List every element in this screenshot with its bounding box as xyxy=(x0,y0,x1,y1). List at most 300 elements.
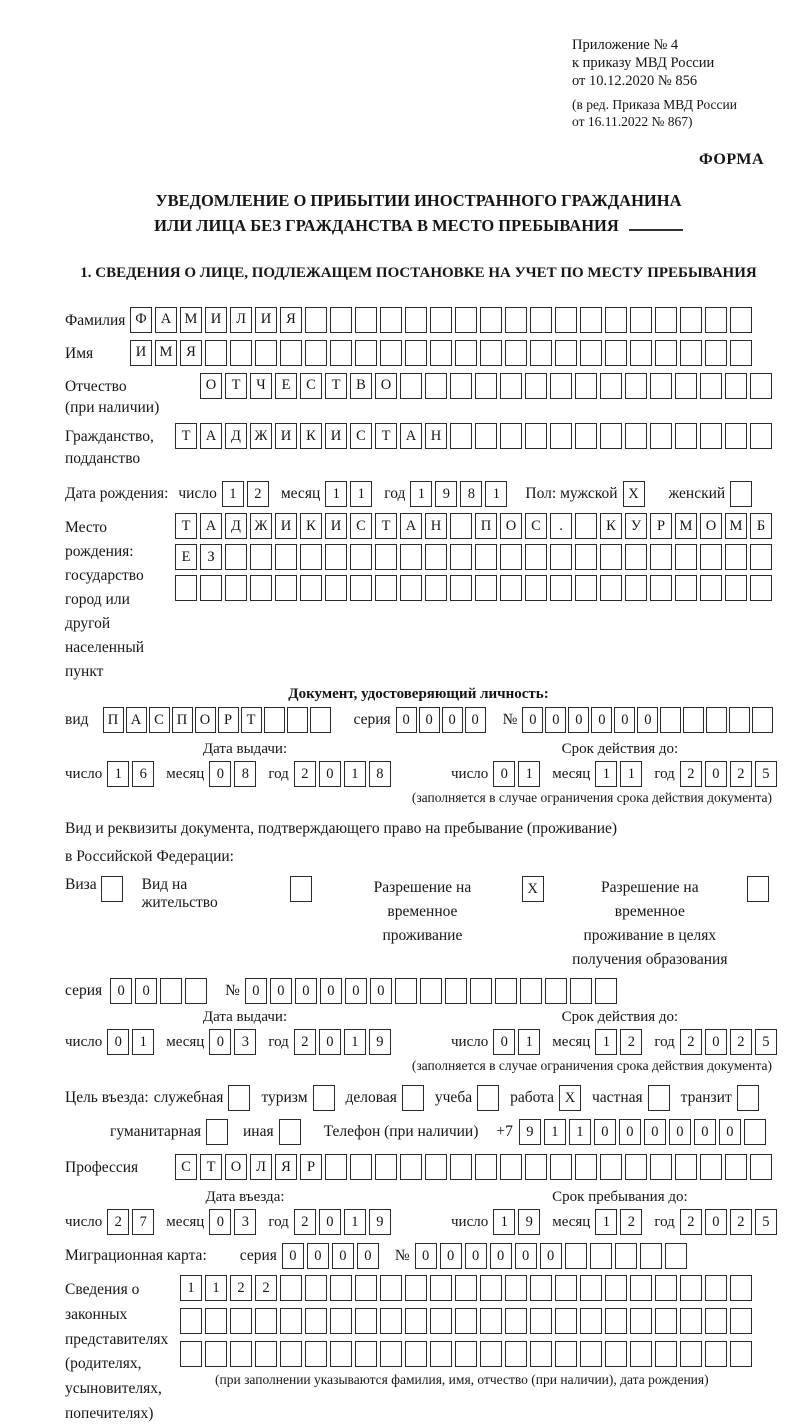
char-box[interactable] xyxy=(500,575,522,601)
char-box[interactable]: Е xyxy=(175,544,197,570)
char-box[interactable] xyxy=(530,1308,552,1334)
char-box[interactable] xyxy=(705,1341,727,1367)
char-box[interactable] xyxy=(550,544,572,570)
char-box[interactable]: 2 xyxy=(230,1275,252,1301)
char-box[interactable] xyxy=(380,340,402,366)
char-box[interactable]: 0 xyxy=(135,978,157,1004)
char-box[interactable] xyxy=(180,1308,202,1334)
char-box[interactable] xyxy=(700,423,722,449)
char-box[interactable] xyxy=(275,575,297,601)
char-box[interactable]: 0 xyxy=(319,1029,341,1055)
char-box[interactable] xyxy=(500,373,522,399)
char-box[interactable] xyxy=(520,978,542,1004)
char-box[interactable]: 2 xyxy=(730,1029,752,1055)
char-box[interactable]: 1 xyxy=(518,1029,540,1055)
char-box[interactable]: Т xyxy=(325,373,347,399)
char-box[interactable] xyxy=(730,1275,752,1301)
char-box[interactable]: 0 xyxy=(110,978,132,1004)
char-box[interactable] xyxy=(450,544,472,570)
char-box[interactable] xyxy=(425,575,447,601)
char-box[interactable] xyxy=(264,707,285,733)
char-box[interactable] xyxy=(350,544,372,570)
char-box[interactable] xyxy=(655,1308,677,1334)
char-box[interactable]: 0 xyxy=(332,1243,354,1269)
char-box[interactable]: З xyxy=(200,544,222,570)
char-box[interactable]: 2 xyxy=(107,1209,129,1235)
char-box[interactable]: Д xyxy=(225,513,247,539)
char-box[interactable] xyxy=(425,1154,447,1180)
char-box[interactable] xyxy=(455,1275,477,1301)
char-box[interactable] xyxy=(675,544,697,570)
char-box[interactable] xyxy=(400,1154,422,1180)
char-box[interactable] xyxy=(530,307,552,333)
char-box[interactable]: С xyxy=(175,1154,197,1180)
char-box[interactable] xyxy=(730,340,752,366)
char-box[interactable] xyxy=(737,1085,759,1111)
char-box[interactable]: Р xyxy=(650,513,672,539)
char-box[interactable]: К xyxy=(300,423,322,449)
char-box[interactable] xyxy=(580,340,602,366)
char-box[interactable]: 2 xyxy=(255,1275,277,1301)
char-box[interactable]: 1 xyxy=(222,481,244,507)
char-box[interactable] xyxy=(305,1341,327,1367)
char-box[interactable]: Т xyxy=(175,513,197,539)
char-box[interactable]: 1 xyxy=(344,1029,366,1055)
char-box[interactable]: 2 xyxy=(620,1029,642,1055)
char-box[interactable]: П xyxy=(172,707,193,733)
char-box[interactable] xyxy=(480,1275,502,1301)
char-box[interactable]: 0 xyxy=(594,1119,616,1145)
char-box[interactable] xyxy=(175,575,197,601)
char-box[interactable] xyxy=(425,373,447,399)
char-box[interactable] xyxy=(300,544,322,570)
char-box[interactable] xyxy=(475,575,497,601)
char-box[interactable]: И xyxy=(255,307,277,333)
char-box[interactable] xyxy=(575,1154,597,1180)
char-box[interactable] xyxy=(355,1308,377,1334)
char-box[interactable] xyxy=(675,373,697,399)
char-box[interactable]: 2 xyxy=(294,1209,316,1235)
char-box[interactable] xyxy=(450,575,472,601)
char-box[interactable]: 1 xyxy=(595,1029,617,1055)
char-box[interactable] xyxy=(445,978,467,1004)
char-box[interactable]: Ф xyxy=(130,307,152,333)
char-box[interactable]: 1 xyxy=(569,1119,591,1145)
char-box[interactable] xyxy=(700,575,722,601)
char-box[interactable]: 2 xyxy=(730,1209,752,1235)
char-box[interactable] xyxy=(430,340,452,366)
char-box[interactable]: Т xyxy=(375,423,397,449)
char-box[interactable]: X xyxy=(623,481,645,507)
char-box[interactable] xyxy=(425,544,447,570)
char-box[interactable] xyxy=(725,575,747,601)
char-box[interactable] xyxy=(305,307,327,333)
char-box[interactable]: 3 xyxy=(234,1209,256,1235)
char-box[interactable]: П xyxy=(475,513,497,539)
char-box[interactable] xyxy=(648,1085,670,1111)
char-box[interactable] xyxy=(250,544,272,570)
char-box[interactable] xyxy=(595,978,617,1004)
char-box[interactable] xyxy=(505,340,527,366)
char-box[interactable] xyxy=(625,544,647,570)
char-box[interactable] xyxy=(450,373,472,399)
char-box[interactable]: 0 xyxy=(465,1243,487,1269)
char-box[interactable] xyxy=(525,423,547,449)
char-box[interactable] xyxy=(405,1308,427,1334)
char-box[interactable]: 5 xyxy=(755,761,777,787)
char-box[interactable] xyxy=(225,544,247,570)
char-box[interactable] xyxy=(655,1275,677,1301)
char-box[interactable]: 0 xyxy=(107,1029,129,1055)
char-box[interactable]: 9 xyxy=(435,481,457,507)
char-box[interactable]: С xyxy=(149,707,170,733)
char-box[interactable] xyxy=(355,1275,377,1301)
char-box[interactable] xyxy=(729,707,750,733)
char-box[interactable] xyxy=(650,544,672,570)
char-box[interactable]: 0 xyxy=(295,978,317,1004)
char-box[interactable]: С xyxy=(525,513,547,539)
char-box[interactable] xyxy=(725,373,747,399)
char-box[interactable] xyxy=(545,978,567,1004)
char-box[interactable]: 1 xyxy=(518,761,540,787)
char-box[interactable]: Р xyxy=(300,1154,322,1180)
char-box[interactable]: 1 xyxy=(205,1275,227,1301)
char-box[interactable]: 2 xyxy=(247,481,269,507)
char-box[interactable] xyxy=(525,1154,547,1180)
char-box[interactable] xyxy=(605,340,627,366)
char-box[interactable] xyxy=(630,307,652,333)
char-box[interactable]: Н xyxy=(425,423,447,449)
char-box[interactable] xyxy=(455,340,477,366)
char-box[interactable] xyxy=(625,373,647,399)
char-box[interactable]: 6 xyxy=(132,761,154,787)
char-box[interactable]: В xyxy=(350,373,372,399)
char-box[interactable] xyxy=(640,1243,662,1269)
char-box[interactable]: 0 xyxy=(270,978,292,1004)
char-box[interactable]: 0 xyxy=(307,1243,329,1269)
char-box[interactable]: 0 xyxy=(419,707,440,733)
char-box[interactable]: 1 xyxy=(180,1275,202,1301)
char-box[interactable]: 0 xyxy=(396,707,417,733)
char-box[interactable]: 0 xyxy=(442,707,463,733)
char-box[interactable] xyxy=(350,575,372,601)
char-box[interactable] xyxy=(330,1275,352,1301)
char-box[interactable]: 1 xyxy=(493,1209,515,1235)
char-box[interactable] xyxy=(680,1275,702,1301)
char-box[interactable] xyxy=(660,707,681,733)
char-box[interactable] xyxy=(480,1308,502,1334)
char-box[interactable] xyxy=(700,1154,722,1180)
char-box[interactable] xyxy=(752,707,773,733)
char-box[interactable]: О xyxy=(375,373,397,399)
char-box[interactable]: Л xyxy=(250,1154,272,1180)
char-box[interactable] xyxy=(380,1275,402,1301)
char-box[interactable]: А xyxy=(126,707,147,733)
char-box[interactable] xyxy=(400,575,422,601)
char-box[interactable] xyxy=(580,307,602,333)
char-box[interactable] xyxy=(675,423,697,449)
char-box[interactable] xyxy=(750,575,772,601)
char-box[interactable]: 9 xyxy=(369,1029,391,1055)
char-box[interactable] xyxy=(730,307,752,333)
char-box[interactable]: . xyxy=(550,513,572,539)
char-box[interactable]: А xyxy=(200,423,222,449)
char-box[interactable] xyxy=(402,1085,424,1111)
char-box[interactable] xyxy=(375,1154,397,1180)
char-box[interactable] xyxy=(475,1154,497,1180)
char-box[interactable]: 8 xyxy=(369,761,391,787)
char-box[interactable] xyxy=(287,707,308,733)
char-box[interactable]: 1 xyxy=(595,1209,617,1235)
char-box[interactable] xyxy=(575,423,597,449)
char-box[interactable]: М xyxy=(180,307,202,333)
char-box[interactable]: 0 xyxy=(493,1029,515,1055)
char-box[interactable]: 0 xyxy=(568,707,589,733)
char-box[interactable] xyxy=(230,1341,252,1367)
char-box[interactable]: 0 xyxy=(705,761,727,787)
char-box[interactable] xyxy=(530,1341,552,1367)
char-box[interactable] xyxy=(450,423,472,449)
char-box[interactable] xyxy=(580,1275,602,1301)
char-box[interactable] xyxy=(160,978,182,1004)
char-box[interactable] xyxy=(275,544,297,570)
char-box[interactable]: 1 xyxy=(350,481,372,507)
char-box[interactable] xyxy=(575,575,597,601)
char-box[interactable] xyxy=(680,1308,702,1334)
char-box[interactable] xyxy=(480,307,502,333)
char-box[interactable] xyxy=(455,1341,477,1367)
char-box[interactable] xyxy=(706,707,727,733)
char-box[interactable] xyxy=(683,707,704,733)
char-box[interactable] xyxy=(747,876,769,902)
char-box[interactable] xyxy=(575,513,597,539)
char-box[interactable] xyxy=(665,1243,687,1269)
char-box[interactable] xyxy=(405,307,427,333)
char-box[interactable]: 5 xyxy=(755,1209,777,1235)
char-box[interactable] xyxy=(225,575,247,601)
char-box[interactable] xyxy=(625,1154,647,1180)
char-box[interactable]: 0 xyxy=(319,761,341,787)
char-box[interactable]: 0 xyxy=(705,1029,727,1055)
char-box[interactable] xyxy=(455,307,477,333)
char-box[interactable]: 0 xyxy=(370,978,392,1004)
char-box[interactable]: 1 xyxy=(485,481,507,507)
char-box[interactable] xyxy=(555,307,577,333)
char-box[interactable]: 1 xyxy=(325,481,347,507)
char-box[interactable] xyxy=(580,1341,602,1367)
char-box[interactable] xyxy=(400,544,422,570)
char-box[interactable]: Е xyxy=(275,373,297,399)
char-box[interactable] xyxy=(430,1308,452,1334)
char-box[interactable] xyxy=(580,1308,602,1334)
char-box[interactable] xyxy=(600,373,622,399)
char-box[interactable]: 0 xyxy=(490,1243,512,1269)
char-box[interactable] xyxy=(330,1308,352,1334)
char-box[interactable]: 0 xyxy=(465,707,486,733)
char-box[interactable]: Т xyxy=(200,1154,222,1180)
char-box[interactable] xyxy=(565,1243,587,1269)
char-box[interactable] xyxy=(605,1275,627,1301)
char-box[interactable] xyxy=(555,1275,577,1301)
char-box[interactable]: У xyxy=(625,513,647,539)
char-box[interactable]: Б xyxy=(750,513,772,539)
char-box[interactable] xyxy=(650,1154,672,1180)
char-box[interactable] xyxy=(555,1341,577,1367)
char-box[interactable]: 1 xyxy=(410,481,432,507)
char-box[interactable] xyxy=(280,1275,302,1301)
char-box[interactable]: Я xyxy=(180,340,202,366)
char-box[interactable] xyxy=(630,340,652,366)
char-box[interactable] xyxy=(430,1275,452,1301)
char-box[interactable]: Я xyxy=(275,1154,297,1180)
char-box[interactable]: 0 xyxy=(209,1029,231,1055)
char-box[interactable] xyxy=(375,575,397,601)
char-box[interactable]: 0 xyxy=(493,761,515,787)
char-box[interactable] xyxy=(255,1341,277,1367)
char-box[interactable] xyxy=(450,513,472,539)
char-box[interactable] xyxy=(250,575,272,601)
char-box[interactable] xyxy=(605,1308,627,1334)
char-box[interactable]: 9 xyxy=(518,1209,540,1235)
char-box[interactable]: Д xyxy=(225,423,247,449)
char-box[interactable] xyxy=(355,1341,377,1367)
char-box[interactable] xyxy=(325,544,347,570)
char-box[interactable]: О xyxy=(500,513,522,539)
char-box[interactable] xyxy=(375,544,397,570)
char-box[interactable] xyxy=(550,423,572,449)
char-box[interactable] xyxy=(650,575,672,601)
char-box[interactable] xyxy=(530,340,552,366)
char-box[interactable] xyxy=(555,340,577,366)
char-box[interactable]: Ж xyxy=(250,423,272,449)
char-box[interactable]: С xyxy=(350,513,372,539)
char-box[interactable]: 2 xyxy=(730,761,752,787)
char-box[interactable] xyxy=(313,1085,335,1111)
char-box[interactable] xyxy=(700,373,722,399)
char-box[interactable]: 0 xyxy=(540,1243,562,1269)
char-box[interactable] xyxy=(475,544,497,570)
char-box[interactable]: 0 xyxy=(245,978,267,1004)
char-box[interactable]: Т xyxy=(241,707,262,733)
char-box[interactable] xyxy=(279,1119,301,1145)
char-box[interactable]: 2 xyxy=(294,1029,316,1055)
char-box[interactable] xyxy=(405,1275,427,1301)
char-box[interactable]: А xyxy=(155,307,177,333)
char-box[interactable]: О xyxy=(200,373,222,399)
char-box[interactable] xyxy=(475,373,497,399)
char-box[interactable]: 0 xyxy=(614,707,635,733)
char-box[interactable] xyxy=(228,1085,250,1111)
char-box[interactable]: Я xyxy=(280,307,302,333)
char-box[interactable]: X xyxy=(522,876,544,902)
char-box[interactable] xyxy=(615,1243,637,1269)
char-box[interactable] xyxy=(230,1308,252,1334)
char-box[interactable] xyxy=(705,1275,727,1301)
char-box[interactable]: А xyxy=(400,513,422,539)
char-box[interactable]: 0 xyxy=(637,707,658,733)
char-box[interactable]: 2 xyxy=(680,1029,702,1055)
char-box[interactable] xyxy=(525,544,547,570)
char-box[interactable] xyxy=(500,1154,522,1180)
char-box[interactable] xyxy=(480,340,502,366)
char-box[interactable]: X xyxy=(559,1085,581,1111)
char-box[interactable]: 0 xyxy=(515,1243,537,1269)
char-box[interactable] xyxy=(725,1154,747,1180)
char-box[interactable] xyxy=(505,307,527,333)
char-box[interactable] xyxy=(600,1154,622,1180)
char-box[interactable]: К xyxy=(300,513,322,539)
char-box[interactable] xyxy=(500,544,522,570)
char-box[interactable] xyxy=(355,307,377,333)
char-box[interactable] xyxy=(305,1275,327,1301)
char-box[interactable]: 7 xyxy=(132,1209,154,1235)
char-box[interactable] xyxy=(650,373,672,399)
char-box[interactable] xyxy=(310,707,331,733)
char-box[interactable]: Л xyxy=(230,307,252,333)
char-box[interactable] xyxy=(325,575,347,601)
char-box[interactable]: М xyxy=(675,513,697,539)
char-box[interactable] xyxy=(420,978,442,1004)
char-box[interactable]: Ж xyxy=(250,513,272,539)
char-box[interactable]: 0 xyxy=(282,1243,304,1269)
char-box[interactable] xyxy=(180,1341,202,1367)
char-box[interactable]: 0 xyxy=(357,1243,379,1269)
char-box[interactable] xyxy=(330,1341,352,1367)
char-box[interactable]: С xyxy=(350,423,372,449)
char-box[interactable] xyxy=(395,978,417,1004)
char-box[interactable]: М xyxy=(155,340,177,366)
char-box[interactable] xyxy=(750,373,772,399)
char-box[interactable] xyxy=(600,575,622,601)
char-box[interactable] xyxy=(280,340,302,366)
char-box[interactable] xyxy=(205,1308,227,1334)
char-box[interactable]: А xyxy=(400,423,422,449)
char-box[interactable] xyxy=(185,978,207,1004)
char-box[interactable] xyxy=(330,340,352,366)
char-box[interactable]: 1 xyxy=(544,1119,566,1145)
char-box[interactable] xyxy=(305,340,327,366)
char-box[interactable]: 0 xyxy=(440,1243,462,1269)
char-box[interactable] xyxy=(605,1341,627,1367)
char-box[interactable] xyxy=(680,340,702,366)
char-box[interactable] xyxy=(205,340,227,366)
char-box[interactable] xyxy=(730,1308,752,1334)
char-box[interactable]: 9 xyxy=(369,1209,391,1235)
char-box[interactable]: О xyxy=(225,1154,247,1180)
char-box[interactable] xyxy=(205,1341,227,1367)
char-box[interactable] xyxy=(705,307,727,333)
char-box[interactable] xyxy=(630,1308,652,1334)
char-box[interactable] xyxy=(575,373,597,399)
char-box[interactable] xyxy=(575,544,597,570)
char-box[interactable] xyxy=(505,1275,527,1301)
char-box[interactable] xyxy=(650,423,672,449)
char-box[interactable]: 0 xyxy=(669,1119,691,1145)
char-box[interactable] xyxy=(590,1243,612,1269)
char-box[interactable] xyxy=(290,876,312,902)
char-box[interactable] xyxy=(470,978,492,1004)
char-box[interactable]: Н xyxy=(425,513,447,539)
char-box[interactable]: 2 xyxy=(294,761,316,787)
char-box[interactable] xyxy=(400,373,422,399)
char-box[interactable] xyxy=(480,1341,502,1367)
char-box[interactable] xyxy=(325,1154,347,1180)
char-box[interactable]: 5 xyxy=(755,1029,777,1055)
char-box[interactable]: 0 xyxy=(345,978,367,1004)
char-box[interactable] xyxy=(475,423,497,449)
char-box[interactable] xyxy=(600,544,622,570)
char-box[interactable]: Т xyxy=(375,513,397,539)
